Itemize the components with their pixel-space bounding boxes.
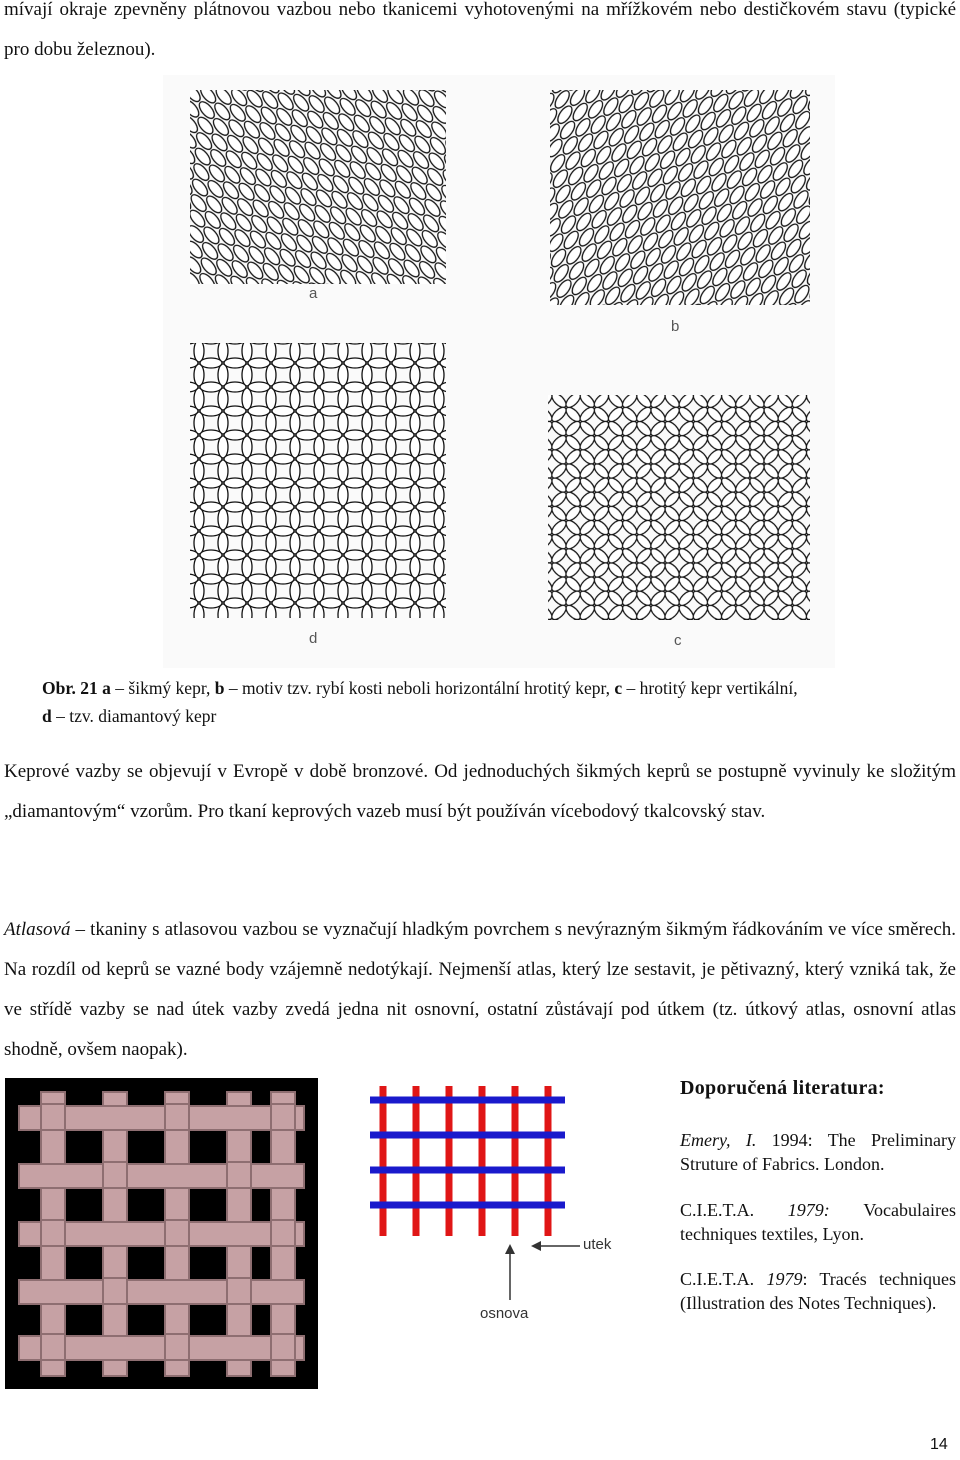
grid-svg (365, 1078, 625, 1328)
weave-warp-segment (227, 1092, 251, 1106)
warp-thread (413, 1086, 420, 1236)
osnova-label: osnova (480, 1305, 529, 1322)
ref-3-title: : Tracés techniques (Illustration des Notes Techniques). (680, 1269, 957, 1313)
weave-warp-segment (227, 1246, 251, 1280)
weave-warp-crossing (271, 1334, 295, 1362)
weave-warp-segment (41, 1188, 65, 1222)
weave-warp-segment (227, 1188, 251, 1222)
weave-warp-segment (227, 1130, 251, 1164)
caption-text-b: – motiv tzv. rybí kosti neboli horizontální hrotitý kepr, (224, 678, 615, 698)
weave-warp-segment (227, 1304, 251, 1336)
paragraph-kepr: Keprové vazby se objevují v Evropě v době bronzové. Od jednoduchých šikmých keprů se postupně vyvinuly ke složitým „diamantovým“ vzorům. Pro tkaní keprových vazeb musí být používán vícebodový tkalcovský stav. (4, 761, 956, 822)
caption-letter-d: d (42, 706, 52, 726)
weave-warp-crossing (103, 1162, 127, 1190)
warp-thread (380, 1086, 387, 1236)
weft-thread (370, 1097, 565, 1104)
weave-warp-segment (271, 1246, 295, 1280)
warp-thread (446, 1086, 453, 1236)
ref-1-author: Emery, I. (680, 1130, 757, 1150)
warp-weft-diagram (365, 1078, 625, 1328)
weave-warp-crossing (41, 1334, 65, 1362)
weave-warp-crossing (165, 1104, 189, 1132)
ref-3-author: C.I.E.T.A. (680, 1269, 755, 1289)
weave-warp-crossing (41, 1220, 65, 1248)
weft-thread (370, 1132, 565, 1139)
weave-warp-segment (103, 1092, 127, 1106)
ref-2-author: C.I.E.T.A. (680, 1200, 755, 1220)
intro-paragraph: mívají okraje zpevněny plátnovou vazbou nebo tkanicemi vyhotovenými na mřížkovém nebo destičkovém stavu (typické pro dobu železnou). (4, 0, 956, 60)
caption-letter-a: a (102, 678, 111, 698)
literature-heading: Doporučená literatura: (680, 1077, 885, 1099)
weave-warp-segment (165, 1188, 189, 1222)
utek-arrow-head (531, 1241, 541, 1251)
ref-1-year: 1994: (756, 1130, 828, 1150)
twill-figure (163, 75, 835, 668)
weave-warp-segment (41, 1360, 65, 1376)
weave-warp-segment (165, 1304, 189, 1336)
weave-warp-segment (271, 1188, 295, 1222)
weave-weft-thread (19, 1164, 304, 1188)
warp-thread (479, 1086, 486, 1236)
twill-figure-svg (163, 75, 835, 668)
weave-illustration (5, 1078, 318, 1389)
paragraph-atlas (4, 910, 956, 1070)
weft-thread (370, 1202, 565, 1209)
ref-3-year: 1979 (754, 1269, 803, 1289)
weave-warp-segment (103, 1304, 127, 1336)
caption-prefix: Obr. 21 (42, 678, 98, 698)
caption-text-a: – šikmý kepr, (110, 678, 215, 698)
utek-label: utek (583, 1236, 612, 1253)
caption-text-d: – tzv. diamantový kepr (51, 706, 217, 726)
figure-caption (42, 674, 956, 730)
weave-warp-crossing (227, 1162, 251, 1190)
atlas-term: Atlasová (4, 919, 71, 940)
weave-warp-crossing (103, 1278, 127, 1306)
literature-ref-3 (680, 1267, 956, 1315)
weave-warp-segment (41, 1246, 65, 1280)
figure-label-b: b (671, 318, 680, 335)
weft-thread (370, 1167, 565, 1174)
weave-svg (5, 1078, 318, 1389)
literature-ref-2 (680, 1198, 956, 1246)
page-number: 14 (930, 1436, 948, 1453)
literature-ref-1 (680, 1128, 956, 1176)
weave-weft-thread (19, 1280, 304, 1304)
weave-warp-crossing (41, 1104, 65, 1132)
weave-warp-segment (165, 1130, 189, 1164)
ref-1-title: The Preliminary Struture of Fabrics. London. (680, 1130, 956, 1174)
weave-warp-segment (41, 1130, 65, 1164)
weave-warp-segment (271, 1304, 295, 1336)
weave-warp-segment (271, 1360, 295, 1376)
weave-warp-segment (271, 1130, 295, 1164)
caption-letter-b: b (214, 678, 225, 698)
weave-warp-crossing (165, 1220, 189, 1248)
twill-sample-b (550, 90, 810, 305)
weave-warp-segment (103, 1360, 127, 1376)
weave-warp-crossing (165, 1334, 189, 1362)
weave-warp-segment (103, 1246, 127, 1280)
weave-warp-segment (165, 1360, 189, 1376)
caption-letter-c: c (614, 678, 623, 698)
weave-warp-crossing (271, 1104, 295, 1132)
weave-warp-segment (103, 1130, 127, 1164)
warp-thread (512, 1086, 519, 1236)
weave-warp-segment (165, 1246, 189, 1280)
figure-label-a: a (309, 285, 318, 302)
figure-label-c: c (674, 632, 682, 649)
ref-2-title: Vocabulaires techniques textiles, Lyon. (680, 1200, 956, 1244)
weave-warp-segment (103, 1188, 127, 1222)
weave-warp-segment (41, 1304, 65, 1336)
osnova-arrow-head (505, 1244, 515, 1254)
figure-label-d: d (309, 630, 318, 647)
warp-thread (545, 1086, 552, 1236)
weave-warp-crossing (271, 1220, 295, 1248)
weave-warp-segment (227, 1360, 251, 1376)
twill-sample-a (190, 90, 446, 284)
atlas-text: – tkaniny s atlasovou vazbou se vyznačují hladkým povrchem s nevýrazným šikmým řádkováním ve více směrech. Na rozdíl od keprů se vazné body vzájemně nedotýkají. Nejmenší atlas, který lze sestavit, je pětivazný, který vzniká tak, že ve střídě vazby se nad útek vazby zvedá jedna nit osnovní, ostatní zůstávají pod útkem (tz. útkový atlas, osnovní atlas shodně, ovšem naopak). (4, 919, 956, 1060)
twill-sample-c (548, 395, 810, 620)
twill-sample-d (190, 343, 446, 618)
ref-2-year: 1979: (754, 1200, 864, 1220)
caption-text-c: – hrotitý kepr vertikální, (622, 678, 798, 698)
weave-warp-crossing (227, 1278, 251, 1306)
